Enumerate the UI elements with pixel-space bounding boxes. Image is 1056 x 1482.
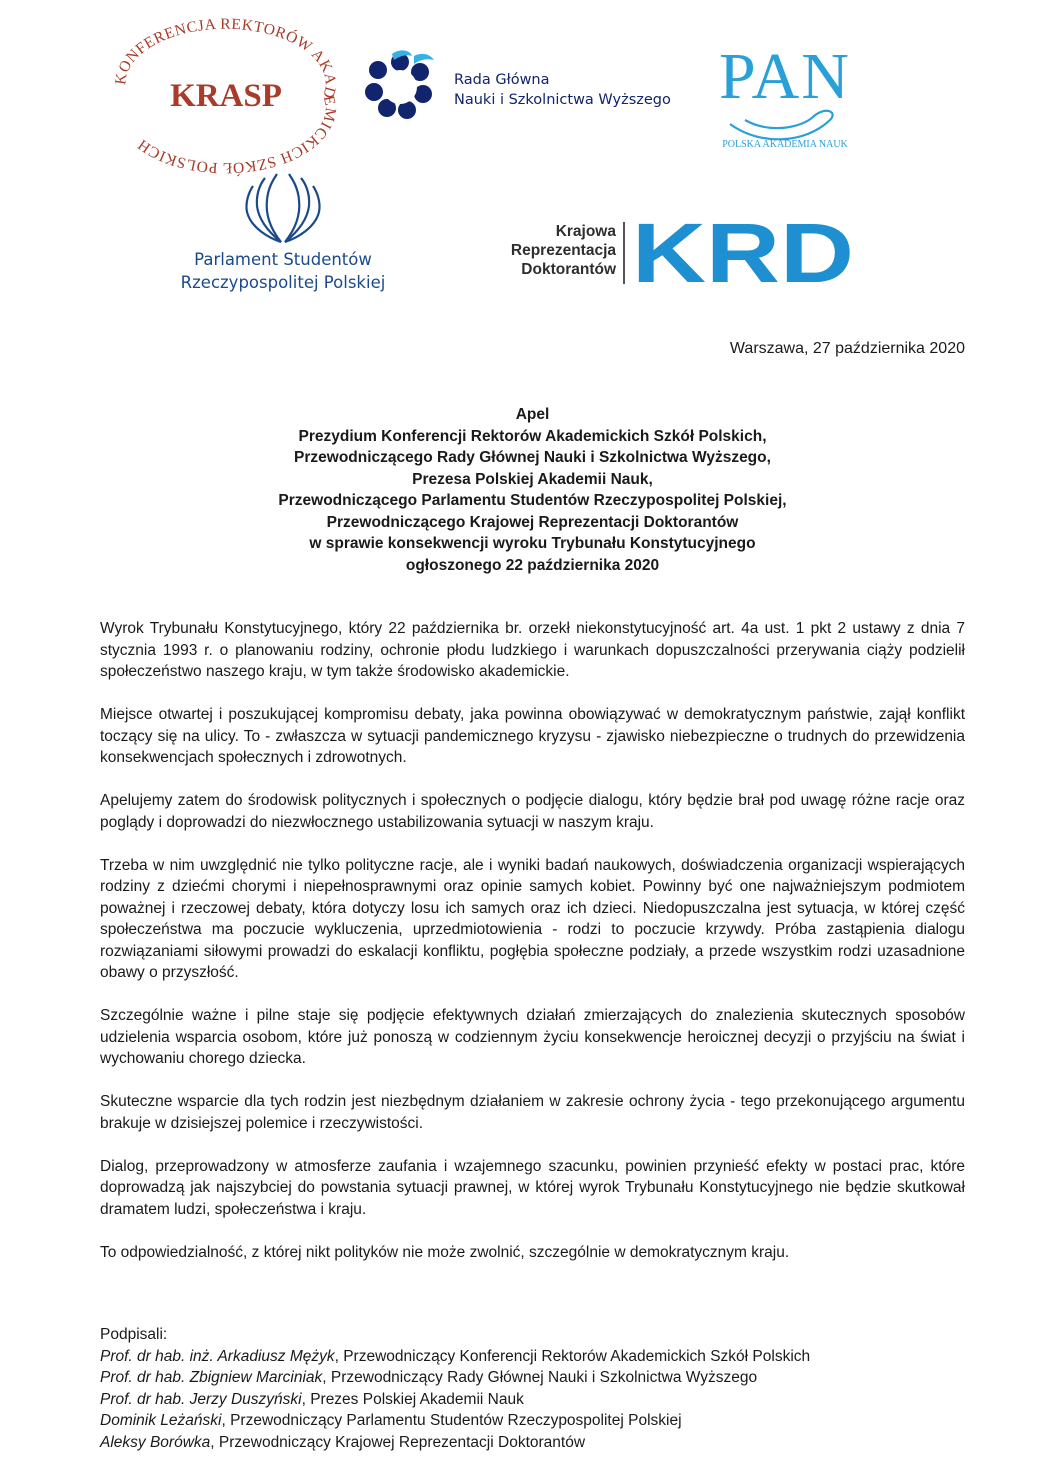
parlament-line-2: Rzeczypospolitej Polskiej: [180, 273, 386, 292]
document-body: [100, 618, 965, 1285]
pan-wordmark: PAN: [719, 40, 851, 113]
document-date: Warszawa, 27 października 2020: [729, 340, 965, 357]
title-line: Apel: [515, 406, 550, 423]
rada-glowna-logo: [362, 50, 671, 120]
signatures-heading: Podpisali:: [100, 1326, 168, 1343]
parlament-line-1: Parlament Studentów: [194, 250, 372, 269]
signatory-name: Aleksy Borówka: [100, 1433, 211, 1451]
rada-line-2: Nauki i Szkolnictwa Wyższego: [454, 92, 671, 108]
body-paragraph: Szczególnie ważne i pilne staje się podjęcie efektywnych działań zmierzających do znalezienia skutecznych sposobów udzielenia wsparcia osobom, które już ponoszą w codziennym życiu konsekwencje heroicznej decyzji o przyjściu na świat i wychowaniu chorego dziecka.: [100, 1007, 965, 1067]
signature-line: [100, 1432, 810, 1454]
rada-emblem-icon: [362, 50, 438, 120]
krasp-emblem: [112, 15, 340, 177]
body-paragraph: Trzeba w nim uwzględnić nie tylko polityczne racje, ale i wyniki badań naukowych, doświadczenia organizacji wspierających rodziny z dziećmi chorymi i niepełnosprawnymi oraz opinie samych kobiet. Powinny być one najważniejszym podmiotem poważnej i rzeczowej debaty, która dotyczy losu ich samych oraz ich dzieci. Niedopuszczalna jest sytuacja, w której część społeczeństwa ma poczucie wykluczenia, uprzedmiotowienia - rodzi to poczucie krzywdy. Próba zastąpienia dialogu rozwiązaniami siłowymi prowadzi do eskalacji konfliktu, pogłębia społeczne podziały, a przede wszystkim rodzi uzasadnione obawy o przyszłość.: [100, 856, 965, 981]
parlament-emblem-icon: [243, 172, 323, 244]
pan-emblem: [710, 36, 860, 151]
signatory-name: Dominik Leżański: [100, 1412, 222, 1429]
signature-line: [100, 1410, 810, 1432]
signature-line: [100, 1346, 810, 1368]
krasp-wordmark: KRASP: [170, 78, 282, 114]
signatory-role: , Przewodniczący Rady Głównej Nauki i Szkolnictwa Wyższego: [322, 1369, 758, 1386]
signatory-role: , Przewodniczący Krajowej Reprezentacji Doktorantów: [210, 1433, 586, 1451]
title-line: ogłoszonego 22 października 2020: [405, 556, 660, 574]
signatory-name: Prof. dr hab. Jerzy Duszyński: [100, 1390, 302, 1408]
title-line: w sprawie konsekwencji wyroku Trybunału Konstytucyjnego: [309, 535, 756, 552]
signatory-name: Prof. dr hab. inż. Arkadiusz Mężyk: [100, 1347, 335, 1365]
body-paragraph: Dialog, przeprowadzony w atmosferze zaufania i wzajemnego szacunku, powinien przynieść efekty w postaci prac, które doprowadzą jak najszybciej do powstania sytuacji prawnej, w której wyrok Trybunału Konstytucyjnego nie będzie skutkował dramatem ludzi, społeczeństwa i kraju.: [100, 1157, 965, 1218]
krasp-ring-text: KONFERENCJA REKTORÓW AKADEMICKICH SZKÓŁ POLSKICH: [112, 15, 340, 177]
krd-mark: [632, 206, 857, 300]
parlament-studentow-logo: [178, 172, 388, 294]
signature-line: [100, 1367, 810, 1389]
title-line: Przewodniczącego Parlamentu Studentów Rzeczypospolitej Polskiej,: [278, 492, 787, 509]
body-paragraph: Apelujemy zatem do środowisk politycznych i społecznych o podjęcie dialogu, który będzie brał pod uwagę różne racje oraz poglądy i doprowadzi do niezwłocznego ustabilizowania sytuacji w naszym kraju.: [100, 792, 965, 831]
body-paragraph: Skuteczne wsparcie dla tych rodzin jest niezbędnym działaniem w zakresie ochrony życia - tego przekonującego argumentu brakuje w dzisiejszej polemice i rzeczywistości.: [100, 1093, 965, 1132]
signatory-role: , Przewodniczący Konferencji Rektorów Akademickich Szkół Polskich: [334, 1347, 811, 1365]
title-line: Przewodniczącego Krajowej Reprezentacji Doktorantów: [326, 513, 739, 531]
krd-line-3: Doktorantów: [521, 261, 616, 278]
signatures: [100, 1324, 810, 1453]
krd-line-1: Krajowa: [555, 223, 616, 240]
pan-logo: [710, 36, 860, 151]
pan-swirl-icon: [730, 111, 833, 140]
title-line: Prezesa Polskiej Akademii Nauk,: [412, 470, 653, 488]
document-title: [100, 404, 965, 576]
title-line: Prezydium Konferencji Rektorów Akademickich Szkół Polskich,: [298, 427, 767, 445]
pan-subtitle: POLSKA AKADEMIA NAUK: [722, 139, 848, 150]
signatory-role: , Prezes Polskiej Akademii Nauk: [301, 1390, 524, 1408]
krasp-logo: [112, 15, 340, 177]
body-paragraph: Miejsce otwartej i poszukującej kompromisu debaty, jaka powinna obowiązywać w demokratycznym państwie, zajął konflikt toczący się na ulicy. To - zwłaszcza w sytuacji pandemicznego kryzysu - zjawisko niebezpieczne o trudnych do przewidzenia konsekwencjach społecznych i zdrowotnych.: [100, 706, 965, 766]
svg-text:KRD: KRD: [632, 206, 854, 300]
title-line: Przewodniczącego Rady Głównej Nauki i Szkolnictwa Wyższego,: [294, 449, 771, 466]
krd-line-2: Reprezentacja: [510, 242, 616, 259]
signatory-name: Prof. dr hab. Zbigniew Marciniak: [100, 1369, 323, 1386]
body-paragraph: Wyrok Trybunału Konstytucyjnego, który 22 października br. orzekł niekonstytucyjność art. 4a ust. 1 pkt 2 ustawy z dnia 7 stycznia 1993 r. o planowaniu rodziny, ochronie płodu ludzkiego i warunkach dopuszczalności przerywania ciąży podzielił społeczeństwo naszego kraju, w tym także środowisko akademickie.: [100, 620, 965, 680]
rada-line-1: Rada Główna: [454, 72, 550, 88]
signatory-role: , Przewodniczący Parlamentu Studentów Rzeczypospolitej Polskiej: [221, 1412, 682, 1429]
signature-line: [100, 1389, 810, 1411]
krd-divider: [623, 222, 625, 284]
body-paragraph: To odpowiedzialność, z której nikt polityków nie może zwolnić, szczególnie w demokratycznym kraju.: [100, 1243, 790, 1261]
